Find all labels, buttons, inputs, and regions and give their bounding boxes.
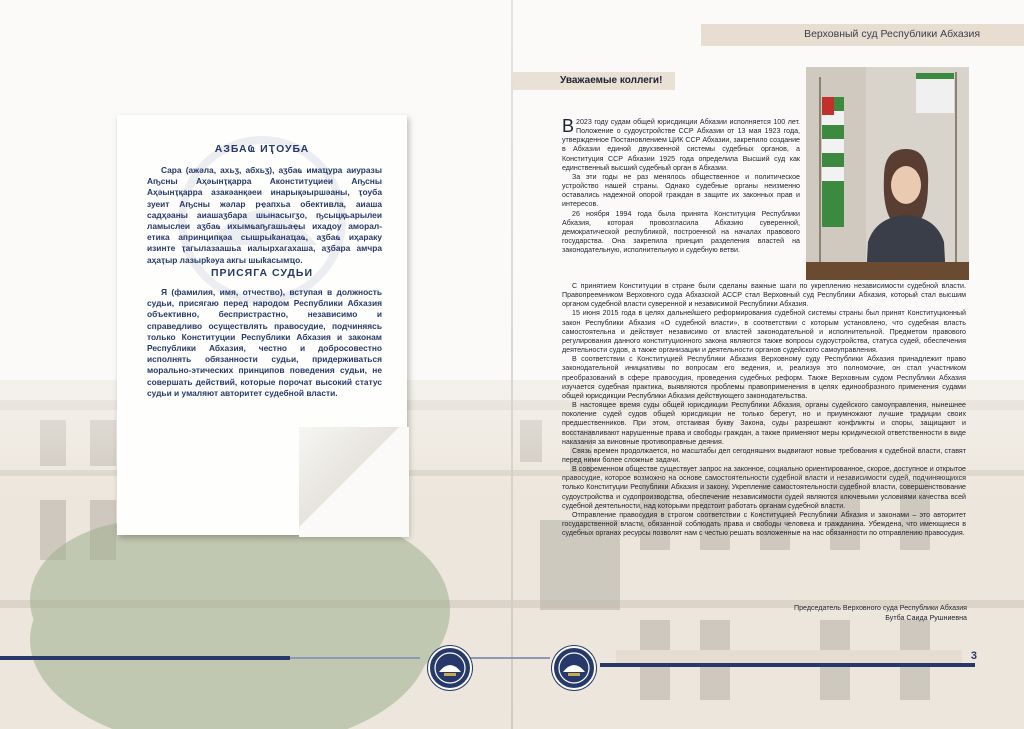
- letter-column-top: [562, 118, 800, 255]
- footer-band-right: [616, 650, 962, 664]
- letter-paragraph-5: 15 июня 2015 года в целях дальнейшего реформирования судебной системы страны был принят Конституционный закон Республики Абхазия «О судебной власти», в соответствии с которым установлено, что судебная власть самостоятельна и действует независимо от властей законодательной и исполнительной. Предметом правового регулирования данного конституционного закона являются также вопросы судоустройства, статуса судей, обеспечения деятельности судов, а также организации и деятельности органов судейского самоуправления.: [562, 309, 966, 355]
- signature-title: Председатель Верховного суда Республики Абхазия: [794, 604, 967, 612]
- court-emblem-left: [428, 646, 472, 690]
- letter-paragraph-1: 2023 году судам общей юрисдикции Абхазии исполняется 100 лет. Положение о судоустройстве ССР Абхазии от 13 мая 1923 года, утвержденное Постановлением ЦИК ССР Абхазии, закрепило создание в Абхазии единой двухзвенной системы судебных органов, а Конституция ССР Абхазии 1925 года определила Высший суд как единственный высший судебный орган в Абхазии.: [562, 118, 800, 172]
- oath-russian-text: Я (фамилия, имя, отчество), вступая в должность судьи, присягаю перед народом Республики Абхазия объективно, беспристрастно, независимо и справедливо осуществлять правосудие, подчиняясь только Конституции Республики Абхазия и законам Республики Абхазия, честно и добросовестно исполнять обязанности судьи, придерживаться морально-этических принципов поведения судьи, не совершать действий, которые порочат высокий статус судьи и умаляют авторитет судебной власти.: [147, 287, 382, 398]
- court-emblem-right: [552, 646, 596, 690]
- signature-name: Бутба Саида Рушниевна: [885, 614, 967, 622]
- letter-paragraph-2: За эти годы не раз менялось общественное и политическое устройство нашей страны. Однако судебные органы неизменно оставались надежной опорой граждан в защите их законных прав и интересов.: [562, 172, 800, 209]
- court-emblem-right-icon: [554, 648, 594, 688]
- footer-rule-center-thin: [470, 657, 550, 659]
- running-header: Верховный суд Республики Абхазия: [804, 28, 980, 40]
- page-spine: [511, 0, 513, 729]
- letter-paragraph-9: В современном обществе существует запрос на законное, социально ориентированное, скорое, доступное и открытое правосудие, которое возможно на основе самостоятельности судебной власти и независимости судей, подчиняющихся только Конституции Республики Абхазия и закону. Укрепление самостоятельности судебной власти, совершенствование судоустройства и судопроизводства, обеспечение независимости судей являются ключевыми условиями качества всей судебной деятельности, над которыми предстоит работать органам судебной власти.: [562, 465, 966, 510]
- letter-title: Уважаемые коллеги!: [560, 75, 663, 86]
- oath-abkhaz-heading: АЗБАҨ ИҬОУБА: [214, 143, 310, 155]
- court-emblem-left-icon: [430, 648, 470, 688]
- letter-paragraph-10: Отправление правосудия в строгом соответствии с Конституцией Республики Абхазия и законами – это авторитет государственной власти, обязанной соблюдать права и свободы человека и гражданина. Убеждена, что имеющиеся в судебных органах ресурсы позволят нам с честью решать возложенные на нас обязанности по отправлению правосудия.: [562, 510, 966, 538]
- page-number: 3: [970, 650, 977, 662]
- oath-abkhaz-text: Сара (ажәла, ахьӡ, абхьӡ), аӡбаҩ имаҵура аиуразы Аҧсны Аҳәынҭқарра Аконституциеи Аҧсны Аҳәынҭқарра азакәанқәеи инарықәыршәаны, ҭоуба зуеит Аҧсны жәлар рҿапхьа обективла, аиаша садҳәаны аиашаӡбара шынасыгӡо, ҧсыцқьарылеи ламыслеи аӡбаҩ ихымҩаҧгашьаҿы ихадоу аморал- етика апринципқәа сышрыҟанаҵаҩ, аӡбаҩ иҳараку изинте ҭагылазаашьа иалырхагахаша, аӡбара амчра аҳаҭыр лазырҟәуа акгы шыҟасымҵо.: [147, 165, 382, 265]
- letter-column-full: [562, 282, 966, 538]
- letter-dropcap: В: [562, 116, 575, 136]
- letter-paragraph-8: Связь времен продолжается, но масштабы дел сегодняшних выдвигают новые требования к судебной власти, ставят перед ними более сложные задачи.: [562, 446, 966, 464]
- oath-sheet: [117, 115, 407, 535]
- letter-paragraph-3: 26 ноября 1994 года была принята Конституция Республики Абхазия, которая провозгласила Абхазию суверенной, демократической республикой, построенной на началах правового государства. Она закрепила принцип разделения властей на законодательную, исполнительную и судебную ветви.: [562, 209, 800, 255]
- letter-paragraph-7: В настоящее время суды общей юрисдикции Республики Абхазия, органы судейского самоуправления, нынешнее поколение судей судов общей юрисдикции не только берегут, но и приумножают лучшие традиции своих предшественников. При этом, отстаивая букву Закона, суды разрешают конфликты и споры, защищают и восстанавливают нарушенные права и свободы граждан, а также применяют меры юридической ответственности в виде наказания за виновные противоправные деяния.: [562, 401, 966, 446]
- oath-russian-heading: ПРИСЯГА СУДЬИ: [210, 267, 314, 279]
- letter-paragraph-4: С принятием Конституции в стране были сделаны важные шаги по укреплению независимости судебной власти. Правопреемником Верховного суда Абхазской АССР стал Верховный суд Республики Абхазия, который стал высшим органом судебной власти суверенной и независимой Республики Абхазия.: [562, 282, 966, 309]
- letter-paragraph-6: В соответствии с Конституцией Республики Абхазия Верховному суду Республики Абхазия принадлежит право законодательной инициативы по вопросам его ведения, и, реализуя это полномочие, он стал участником преобразований в сфере правосудия, проведения судебных реформ. Также Верховным судом Республики Абхазия изучается судебная практика, выявляются проблемы правоприменения в целях единообразного применения судами общей юрисдикции Республики Абхазия действующего законодательства.: [562, 355, 966, 400]
- chairwoman-photo: [806, 67, 969, 280]
- footer-rule-right: [600, 663, 975, 667]
- footer-rule-left: [0, 656, 290, 660]
- footer-rule-left-thin: [290, 657, 420, 659]
